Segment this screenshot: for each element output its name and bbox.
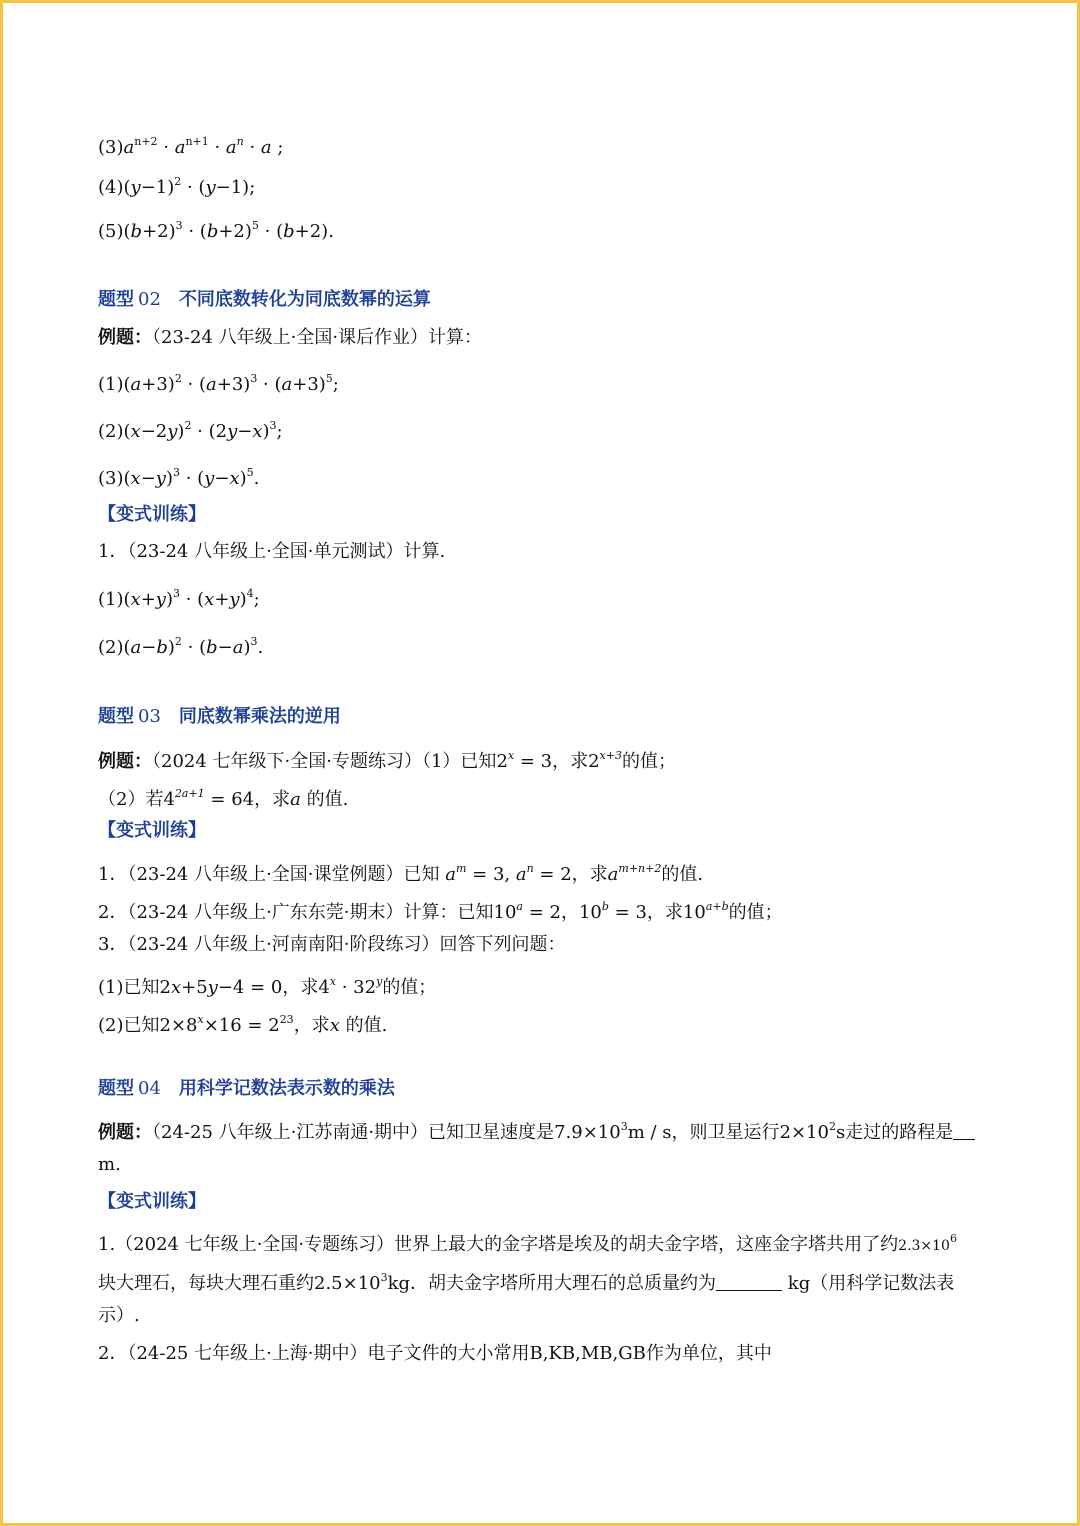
section-03-v2: 2．（23-24 八年级上·广东东莞·期末）计算：已知$10^a = 2$，$10^b = 3$，求$10^{a+b}$的值； (98, 900, 783, 923)
section-02-v1: 1．（23-24 八年级上·全国·单元测试）计算. (98, 541, 446, 562)
section-03-v1: 1．（23-24 八年级上·全国·课堂例题）已知 $a^m = 3$, $a^n = 2$，求$a^{m+n+2}$的值. (98, 862, 704, 885)
section-04-v1-end: 示）. (98, 1305, 140, 1326)
problem-4: $(4)(y-1)^2 \cdot (y-1)$; (98, 175, 256, 198)
section-02-variant-heading: 【变式训练】 (98, 504, 206, 525)
problem-5: $(5)(b+2)^3 \cdot (b+2)^5 \cdot (b+2)$. (98, 219, 334, 242)
section-04-v1: 1.（2024 七年级上·全国·专题练习）世界上最大的金字塔是埃及的胡夫金字塔，这座金字塔共用了约$2.3\times 10^6$ (98, 1232, 957, 1255)
answer-blank[interactable] (953, 1121, 975, 1140)
section-04-variant-heading: 【变式训练】 (98, 1191, 206, 1212)
section-03-v3-q1: (1)已知2x+5y−4 = 0，求$4^x \cdot 32^y$的值； (98, 975, 437, 998)
section-03-heading: 题型 03 同底数幂乘法的逆用 (98, 706, 341, 727)
section-04-v2: 2．（24-25 七年级上·上海·期中）电子文件的大小常用B,KB,MB,GB作为单位，其中 (98, 1343, 772, 1364)
section-02-q1: $(1)(a+3)^2 \cdot (a+3)^3 \cdot (a+3)^5$; (98, 372, 339, 395)
section-02-q2: $(2)(x-2y)^2 \cdot (2y-x)^3$; (98, 419, 283, 442)
section-04-heading: 题型 04 用科学记数法表示数的乘法 (98, 1078, 395, 1099)
section-02-q3: $(3)(x-y)^3 \cdot (y-x)^5$. (98, 466, 260, 489)
section-04-example-unit: m. (98, 1154, 121, 1175)
section-03-variant-heading: 【变式训练】 (98, 820, 206, 841)
section-03-example-2: （2）若$4^{2a+1} = 64$，求a 的值. (98, 787, 349, 810)
section-03-v3-q2: (2)已知$2\times 8^x\times 16 = 2^{23}$，求x 的值. (98, 1013, 388, 1036)
section-02-v1-q1: $(1)(x+y)^3 \cdot (x+y)^4$; (98, 587, 260, 610)
section-04-v1-cont: 块大理石，每块大理石重约$2.5\times 10^3kg$．胡夫金字塔所用大理石的总质量约为 kg（用科学记数法表 (98, 1271, 955, 1294)
answer-blank[interactable] (716, 1272, 782, 1291)
section-02-v1-q2: $(2)(a-b)^2 \cdot (b-a)^3$. (98, 635, 264, 658)
section-03-example: 例题：（2024 七年级下·全国·专题练习）（1）已知$2^x = 3$，求$2^{x+3}$的值； (98, 749, 676, 772)
section-04-example: 例题：（24-25 八年级上·江苏南通·期中）已知卫星速度是$7.9\times 10^3m / s$，则卫星运行$2\times 10^2s$走过的路程是 (98, 1115, 975, 1145)
section-02-heading: 题型 02 不同底数转化为同底数幂的运算 (98, 289, 431, 310)
problem-3: $(3)a^{n+2} \cdot a^{n+1} \cdot a^n \cdot a$ ; (98, 135, 284, 158)
section-02-example: 例题：（23-24 八年级上·全国·课后作业）计算： (98, 327, 483, 348)
section-03-v3: 3．（23-24 八年级上·河南南阳·阶段练习）回答下列问题： (98, 934, 566, 955)
